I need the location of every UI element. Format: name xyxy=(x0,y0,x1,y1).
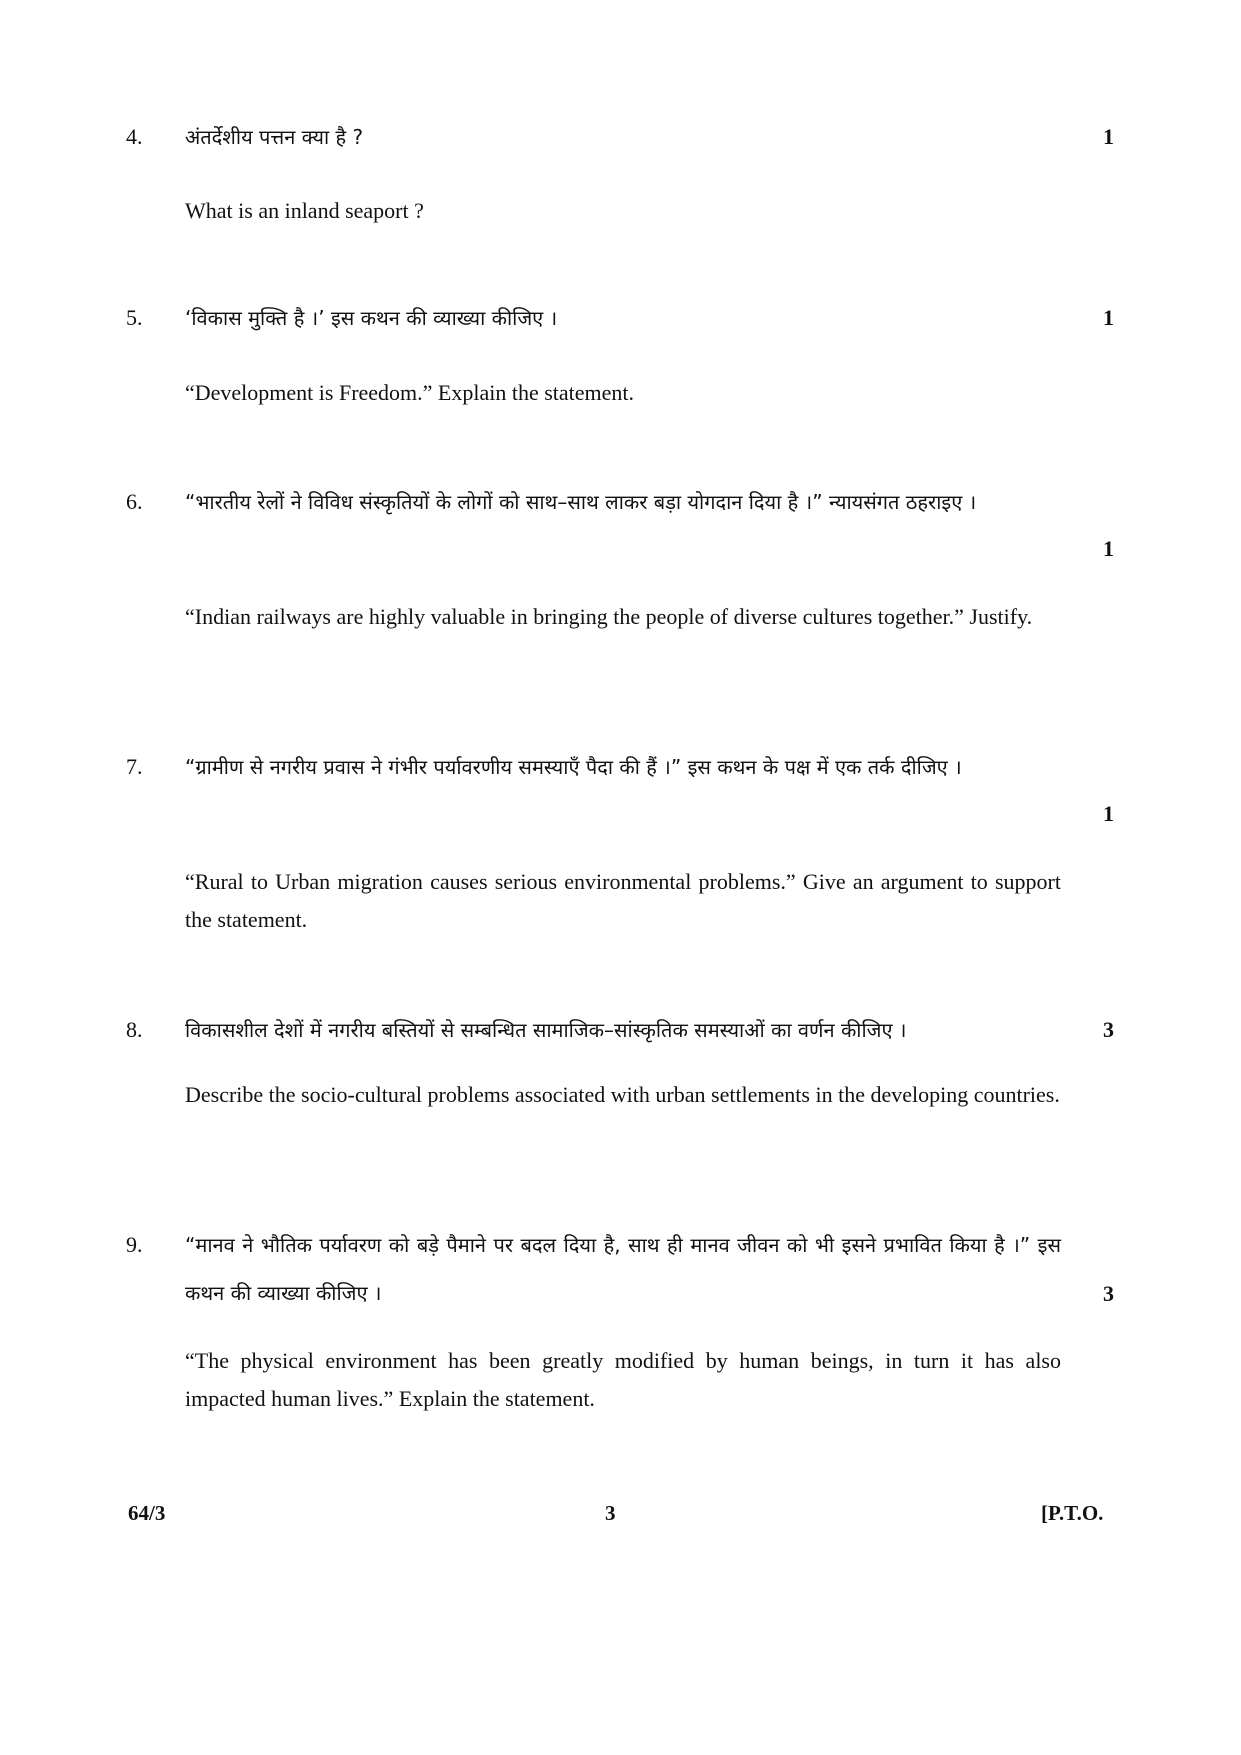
question-marks: 1 xyxy=(1103,801,1114,826)
question-marks: 1 xyxy=(1103,536,1114,561)
question-text-english: “The physical environment has been greatly modified by human beings, in turn it has also impacted human lives.” Explain the statement. xyxy=(185,1348,1061,1411)
question-text-hindi: अंतर्देशीय पत्तन क्या है ? xyxy=(185,125,364,149)
question-marks: 1 xyxy=(1103,305,1114,330)
question-text-english: “Rural to Urban migration causes serious environmental problems.” Give an argument to support the statement. xyxy=(185,869,1061,932)
question-text-hindi: “ग्रामीण से नगरीय प्रवास ने गंभीर पर्यावरणीय समस्याएँ पैदा की हैं ।” इस कथन के पक्ष में एक तर्क दीजिए । xyxy=(185,755,962,779)
question-marks: 3 xyxy=(1103,1281,1114,1306)
footer-pto: [P.T.O. xyxy=(1041,1501,1104,1525)
question-text-english: “Development is Freedom.” Explain the statement. xyxy=(185,380,635,405)
question-text-hindi: विकासशील देशों में नगरीय बस्तियों से सम्बन्धित सामाजिक–सांस्कृतिक समस्याओं का वर्णन कीजिए । xyxy=(185,1018,907,1042)
question-marks: 3 xyxy=(1103,1017,1114,1042)
question-text-hindi: “मानव ने भौतिक पर्यावरण को बड़े पैमाने पर बदल दिया है, साथ ही मानव जीवन को भी इसने प्रभावित किया है ।” इस कथन की व्याख्या कीजिए । xyxy=(185,1233,1061,1305)
question-number: 6. xyxy=(126,489,143,514)
question-text-english: What is an inland seaport ? xyxy=(185,198,424,223)
question-text-english: “Indian railways are highly valuable in bringing the people of diverse cultures together.” Justify. xyxy=(185,604,1033,629)
question-number: 9. xyxy=(126,1232,143,1257)
footer-page-number: 3 xyxy=(605,1501,616,1525)
question-text-english: Describe the socio-cultural problems associated with urban settlements in the developing countries. xyxy=(185,1082,1060,1107)
question-number: 5. xyxy=(126,305,143,330)
question-number: 8. xyxy=(126,1017,143,1042)
footer-paper-code: 64/3 xyxy=(128,1501,166,1525)
question-text-hindi: “भारतीय रेलों ने विविध संस्कृतियों के लोगों को साथ–साथ लाकर बड़ा योगदान दिया है ।” न्यायसंगत ठहराइए । xyxy=(185,490,977,514)
question-marks: 1 xyxy=(1103,124,1114,149)
question-text-hindi: ‘विकास मुक्ति है ।’ इस कथन की व्याख्या कीजिए । xyxy=(185,306,558,330)
question-number: 4. xyxy=(126,124,143,149)
question-number: 7. xyxy=(126,754,143,779)
